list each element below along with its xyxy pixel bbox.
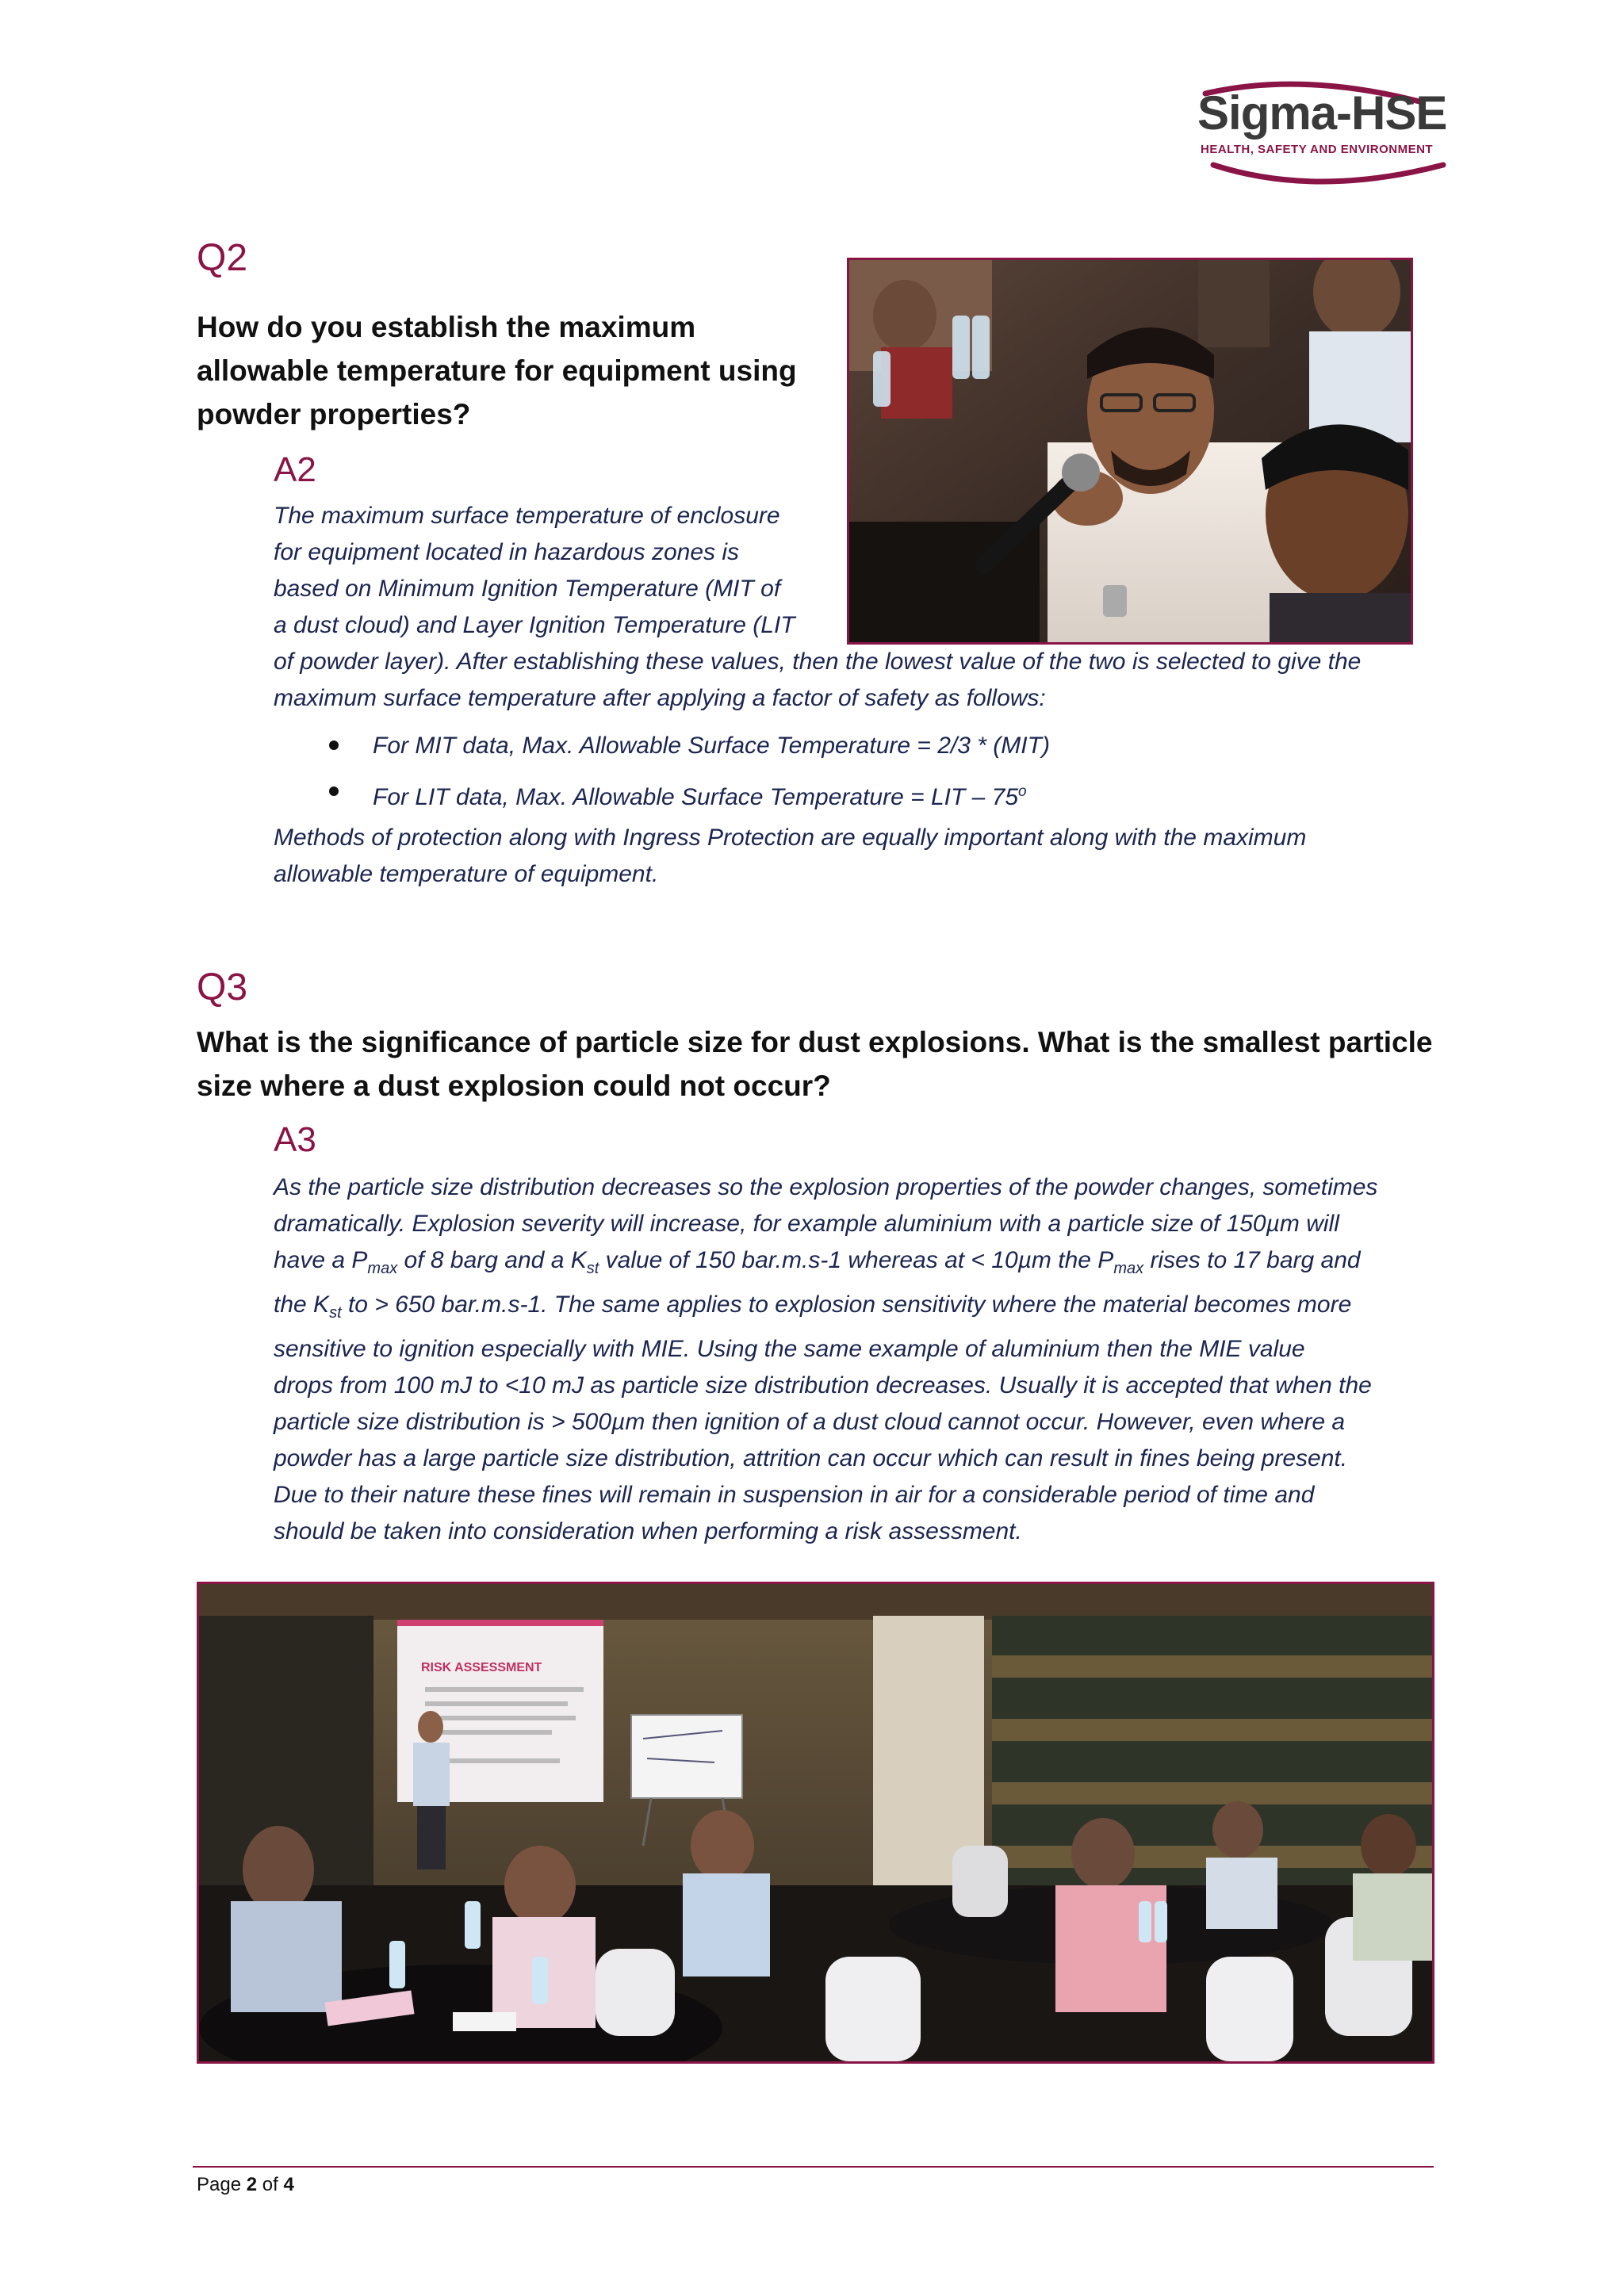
a3-answer-line: Due to their nature these fines will remain in suspension in air for a considerable period of time and: [274, 1482, 1315, 1508]
subscript: max: [367, 1260, 398, 1277]
q2-label: Q2: [197, 237, 248, 279]
subscript: st: [586, 1260, 599, 1277]
a3-answer-line: drops from 100 mJ to <10 mJ as particle size distribution decreases. Usually it is accepted that when the: [274, 1372, 1372, 1399]
text-run: of 8 barg and a K: [397, 1247, 587, 1273]
photo-participant-microphone: [847, 258, 1413, 645]
a3-answer-line: sensitive to ignition especially with MIE. Using the same example of aluminium then the MIE value: [274, 1336, 1305, 1362]
page-prefix: Page: [197, 2174, 247, 2195]
q3-question: [197, 1020, 1434, 1108]
a2-answer-line: of powder layer). After establishing these values, then the lowest value of the two is selected to give the: [274, 649, 1362, 675]
a2-bullet-list: [274, 723, 1463, 815]
a3-answer-line: powder has a large particle size distribution, attrition can occur which can result in fines being present.: [274, 1445, 1348, 1471]
q2-question-line: allowable temperature for equipment using: [197, 354, 797, 387]
bullet-item: [274, 769, 1463, 815]
bullet-text: For LIT data, Max. Allowable Surface Temperature = LIT – 75: [373, 784, 1019, 810]
a3-answer-line: dramatically. Explosion severity will increase, for example aluminium with a particle size of 150µm will: [274, 1211, 1339, 1237]
q3-question-line: size where a dust explosion could not occur?: [197, 1070, 831, 1102]
degree-superscript: o: [1018, 783, 1027, 800]
bullet-text: For MIT data, Max. Allowable Surface Temperature = 2/3 * (MIT): [373, 733, 1050, 759]
a3-answer-line: [274, 1242, 1447, 1287]
total-pages: 4: [283, 2174, 294, 2195]
a2-label: A2: [274, 450, 316, 489]
subscript: st: [329, 1304, 342, 1322]
q2-question-line: powder properties?: [197, 398, 471, 430]
a3-answer-line: should be taken into consideration when performing a risk assessment.: [274, 1518, 1022, 1544]
a2-answer-line: The maximum surface temperature of enclosure: [274, 503, 780, 529]
q3-question-line: What is the significance of particle size for dust explosions. What is the smallest particle: [197, 1026, 1433, 1058]
a2-answer-line: based on Minimum Ignition Temperature (MIT of: [274, 576, 781, 602]
a2-closing: [274, 820, 1431, 893]
a2-answer-line: a dust cloud) and Layer Ignition Temperature (LIT: [274, 612, 795, 638]
page-middle: of: [257, 2174, 284, 2195]
bullet-icon: [329, 786, 339, 796]
a2-answer-line: for equipment located in hazardous zones is: [274, 539, 740, 565]
q2-question: [197, 305, 831, 436]
footer-divider: [193, 2166, 1434, 2168]
text-run: the K: [274, 1292, 330, 1318]
current-page: 2: [246, 2174, 258, 2195]
subscript: max: [1113, 1260, 1144, 1277]
a3-label: A3: [274, 1120, 316, 1159]
a2-closing-line: allowable temperature of equipment.: [274, 861, 659, 887]
sigma-hse-logo: [1182, 79, 1451, 190]
logo-name: Sigma-HSE: [1197, 86, 1447, 140]
flipchart: [631, 1715, 742, 1798]
bullet-icon: [329, 740, 339, 750]
q3-label: Q3: [197, 966, 248, 1008]
a3-answer-line: particle size distribution is > 500µm then ignition of a dust cloud cannot occur. However, even where a: [274, 1409, 1346, 1435]
photo-training-room: [197, 1582, 1434, 2064]
logo-tagline: HEALTH, SAFETY AND ENVIRONMENT: [1201, 143, 1434, 156]
a2-closing-line: Methods of protection along with Ingress Protection are equally important along with the maximum: [274, 825, 1307, 851]
page-number: [197, 2174, 294, 2196]
text-run: value of 150 bar.m.s-1 whereas at < 10µm the P: [599, 1247, 1114, 1273]
a3-answer-line: As the particle size distribution decreases so the explosion properties of the powder changes, sometimes: [274, 1174, 1378, 1200]
slide-title: RISK ASSESSMENT: [421, 1661, 542, 1674]
a3-answer-line: [274, 1287, 1447, 1331]
text-run: rises to 17 barg and: [1143, 1247, 1361, 1273]
q2-question-line: How do you establish the maximum: [197, 311, 696, 343]
a2-answer-line: maximum surface temperature after applying a factor of safety as follows:: [274, 685, 1046, 711]
text-run: have a P: [274, 1247, 368, 1273]
text-run: to > 650 bar.m.s-1. The same applies to explosion sensitivity where the material becomes more: [341, 1292, 1352, 1318]
a3-answer: [274, 1169, 1447, 1550]
bullet-item: [274, 723, 1463, 769]
